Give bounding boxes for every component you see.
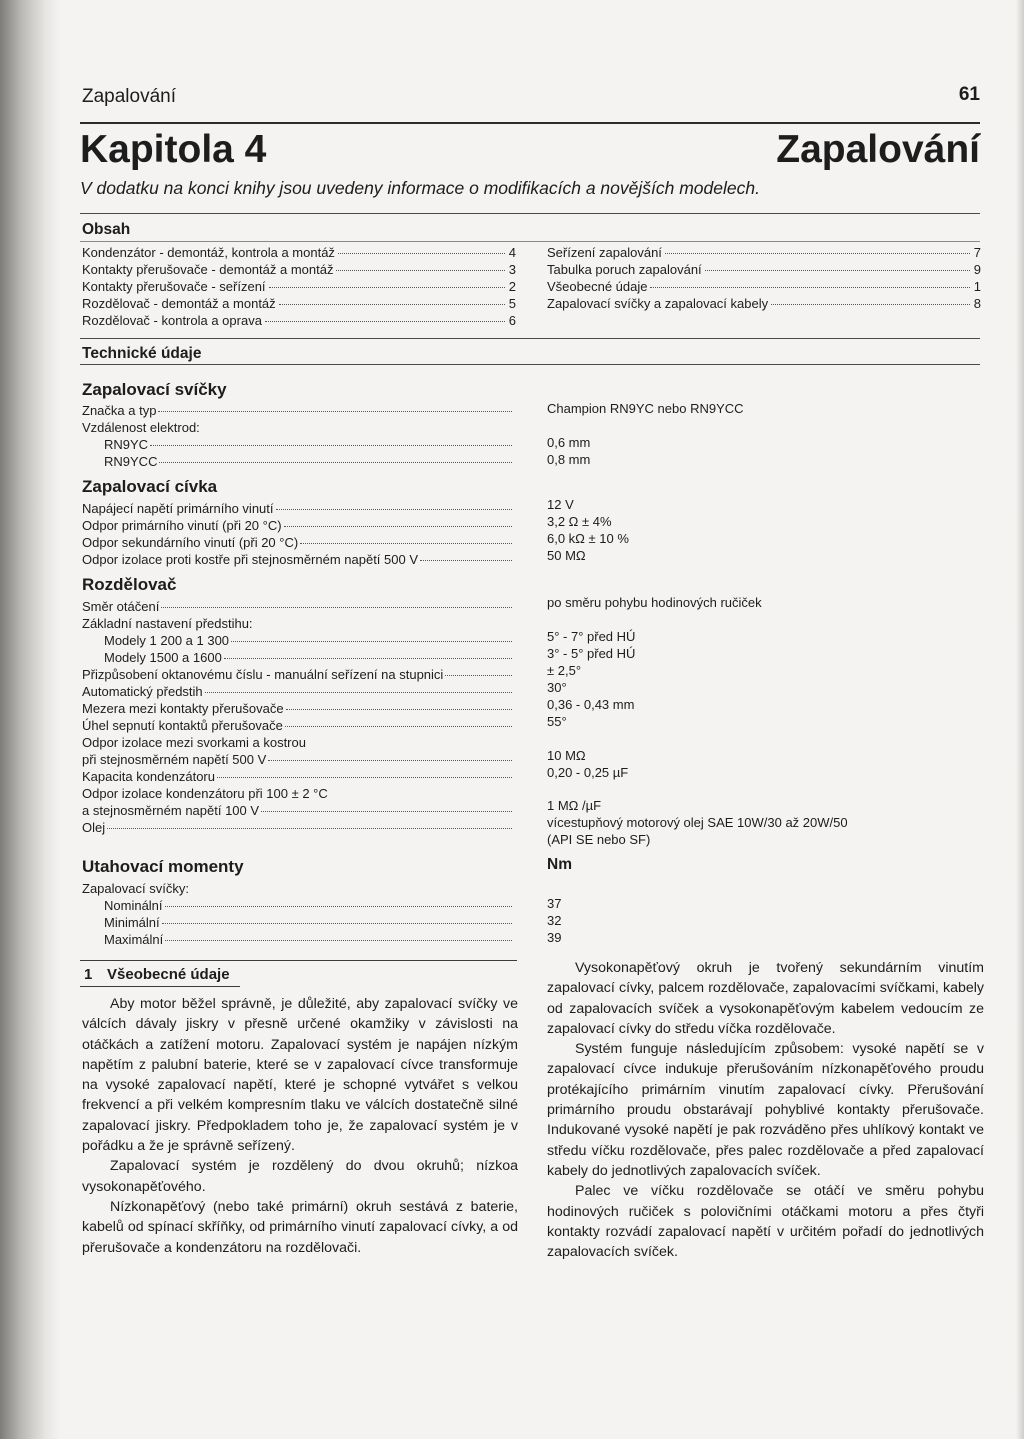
page-gutter-shadow — [0, 0, 60, 1439]
toc-item[interactable]: Kontakty přerušovače - demontáž a montáž 3 — [82, 262, 516, 277]
spec-label: RN9YCC — [82, 453, 512, 470]
spec-label: Maximální — [82, 931, 512, 948]
spec-label: Směr otáčení — [82, 598, 512, 615]
spec-label: při stejnosměrném napětí 500 V — [82, 751, 512, 768]
spec-label: RN9YC — [82, 436, 512, 453]
paragraph: Nízkonapěťový (nebo také primární) okruh sestává z baterie, kabelů od spínací skříňky, od primárního vinutí zapalovací cívky, a od přerušovače a kondenzátoru na rozdělovači. — [82, 1198, 518, 1256]
toc-item[interactable]: Kondenzátor - demontáž, kontrola a montáž 4 — [82, 245, 516, 260]
section1-underline — [80, 986, 240, 987]
toc-item[interactable]: Seřízení zapalování 7 — [547, 245, 981, 260]
contents-rule — [80, 213, 980, 214]
distributor-labels — [82, 598, 512, 836]
spec-value: po směru pohybu hodinových ručiček — [547, 595, 762, 610]
distributor-values — [547, 628, 635, 730]
torque-unit: Nm — [547, 856, 572, 873]
distributor-values-2 — [547, 747, 628, 781]
toc-item[interactable]: Zapalovací svíčky a zapalovací kabely 8 — [547, 296, 981, 311]
paragraph: Zapalovací systém je rozdělený do dvou okruhů; nízkoa vysokonapěťového. — [82, 1158, 518, 1195]
page-number: 61 — [958, 84, 980, 105]
contents-heading: Obsah — [82, 221, 131, 238]
spec-value: 50 MΩ — [547, 548, 586, 563]
spec-label: Úhel sepnutí kontaktů přerušovače — [82, 717, 512, 734]
spec-value: 32 — [547, 913, 562, 928]
spec-value: 3° - 5° před HÚ — [547, 646, 636, 661]
spec-label: Modely 1 200 a 1 300 — [82, 632, 512, 649]
spec-label: Odpor izolace mezi svorkami a kostrou — [82, 735, 306, 750]
contents-subrule — [80, 241, 980, 242]
spec-value: ± 2,5° — [547, 663, 582, 678]
spec-value: 0,36 - 0,43 mm — [547, 697, 635, 712]
chapter-note: V dodatku na konci knihy jsou uvedeny informace o modifikacích a novějších modelech. — [80, 178, 760, 198]
spec-label: Nominální — [82, 897, 512, 914]
toc-item[interactable]: Všeobecné údaje 1 — [547, 279, 981, 294]
contents-right-list — [547, 244, 981, 312]
contents-left-list — [82, 244, 516, 329]
spec-value: 12 V — [547, 497, 574, 512]
spec-value: 6,0 kΩ ± 10 % — [547, 531, 629, 546]
spec-value: vícestupňový motorový olej SAE 10W/30 až 20W/50 — [547, 815, 848, 830]
spec-label: Napájecí napětí primárního vinutí — [82, 500, 512, 517]
distributor-values-3 — [547, 797, 848, 848]
distributor-heading: Rozdělovač — [82, 575, 177, 594]
spec-value: Champion RN9YC nebo RN9YCC — [547, 401, 744, 416]
spark-plugs-heading: Zapalovací svíčky — [82, 380, 227, 399]
coil-labels — [82, 500, 512, 568]
spec-label: Odpor izolace kondenzátoru při 100 ± 2 °C — [82, 786, 328, 801]
spec-value: 30° — [547, 680, 567, 695]
section1-rule — [80, 960, 517, 961]
tech-subrule — [80, 364, 980, 365]
torque-values — [547, 895, 561, 946]
section1-right-column — [547, 958, 984, 1262]
coil-heading: Zapalovací cívka — [82, 477, 218, 496]
spec-value: 39 — [547, 930, 562, 945]
spec-value: 37 — [547, 896, 562, 911]
section1-number: 1 — [84, 966, 93, 983]
tech-heading: Technické údaje — [82, 345, 202, 362]
spec-value: 0,20 - 0,25 µF — [547, 765, 629, 780]
coil-values — [547, 496, 629, 564]
spec-value: (API SE nebo SF) — [547, 832, 651, 847]
spec-label: Zapalovací svíčky: — [82, 881, 189, 896]
spec-label: Modely 1500 a 1600 — [82, 649, 512, 666]
spec-value: 0,8 mm — [547, 452, 591, 467]
spec-label: Automatický předstih — [82, 683, 512, 700]
tech-rule — [80, 338, 980, 339]
spec-value: 0,6 mm — [547, 435, 591, 450]
torque-labels — [82, 880, 512, 948]
spec-label: Kapacita kondenzátoru — [82, 768, 512, 785]
toc-item[interactable]: Rozdělovač - kontrola a oprava 6 — [82, 313, 516, 328]
toc-item[interactable]: Rozdělovač - demontáž a montáž 5 — [82, 296, 516, 311]
spec-value: 5° - 7° před HÚ — [547, 629, 636, 644]
toc-item[interactable]: Kontakty přerušovače - seřízení 2 — [82, 279, 516, 294]
spec-value: 10 MΩ — [547, 748, 586, 763]
chapter-label: Kapitola 4 — [80, 128, 267, 171]
toc-item[interactable]: Tabulka poruch zapalování 9 — [547, 262, 981, 277]
spec-label: Olej — [82, 819, 512, 836]
spec-value: 3,2 Ω ± 4% — [547, 514, 612, 529]
spec-label: Odpor primárního vinutí (při 20 °C) — [82, 517, 512, 534]
chapter-title: Zapalování — [776, 128, 980, 171]
page-edge — [1016, 0, 1024, 1439]
spec-label: Značka a typ — [82, 402, 512, 419]
torque-heading: Utahovací momenty — [82, 857, 244, 876]
section1-left-column — [82, 994, 518, 1258]
spec-label: Odpor sekundárního vinutí (při 20 °C) — [82, 534, 512, 551]
running-header: Zapalování — [82, 86, 177, 107]
spark-plugs-labels — [82, 402, 512, 470]
spec-label: Minimální — [82, 914, 512, 931]
spec-label: a stejnosměrném napětí 100 V — [82, 802, 512, 819]
spec-value: 55° — [547, 714, 567, 729]
spec-value: 1 MΩ /µF — [547, 798, 602, 813]
paragraph: Systém funguje následujícím způsobem: vysoké napětí se v zapalovací cívce indukuje přerušováním nízkonapěťového proudu protékajícího primárním vinutím zapalovací cívky. Přerušování primárního proudu obstarávají pohyblivé kontakty přerušovače. Indukované vysoké napětí je pak rozváděno přes uhlíkový kontakt ve středu víčku rozdělovače, přes palec rozdělovače a před zapalovací kabely do jednotlivých zapalovacích svíček. — [547, 1041, 984, 1179]
paragraph: Vysokonapěťový okruh je tvořený sekundárním vinutím zapalovací cívky, palcem rozdělovače, zapalovacími svíčkami, kabely od zapalovacích svíček a vysokonapěťovým kabelem vedoucím ze zapalovací cívky do středu víčka rozdělovače. — [547, 960, 984, 1037]
paragraph: Palec ve víčku rozdělovače se otáčí ve směru pohybu hodinových ručiček s polovičními otáčkami motoru a přes čtyři kontakty rozvádí zapalovací napětí v určitém pořadí do jednotlivých zapalovacích svíček. — [547, 1183, 984, 1261]
spec-label: Mezera mezi kontakty přerušovače — [82, 700, 512, 717]
paragraph: Aby motor běžel správně, je důležité, aby zapalovací svíčky ve válcích dávaly jiskry v přesně určené okamžiky v závislosti na otáčkách a zatížení motoru. Zapalovací systém je napájen nízkým napětím z palubní baterie, které se v zapalovací cívce transformuje na vysoké zapalovací napětí, které je schopné vytvářet s velkou frekvencí a při velkém kompresním tlaku ve válcích dostatečně silné zapalovací jiskry. Předpokladem toho je, že zapalovací systém je v pořádku a že je správně seřízený. — [82, 996, 518, 1155]
header-rule — [80, 122, 980, 124]
section1-title: Všeobecné údaje — [107, 966, 230, 983]
spec-label: Odpor izolace proti kostře při stejnosměrném napětí 500 V — [82, 551, 512, 568]
spec-label: Základní nastavení předstihu: — [82, 616, 253, 631]
spec-label: Vzdálenost elektrod: — [82, 420, 200, 435]
spec-label: Přizpůsobení oktanovému číslu - manuální seřízení na stupnici — [82, 666, 512, 683]
